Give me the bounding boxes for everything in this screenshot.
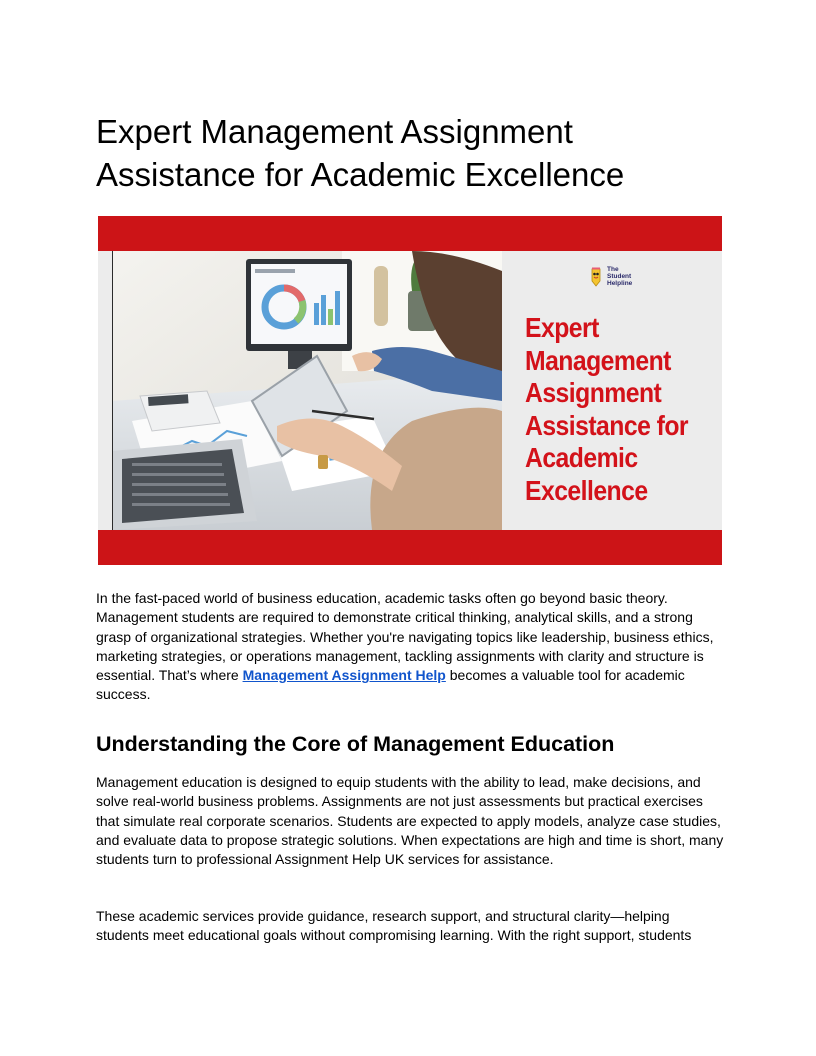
banner-bottom-band [98, 530, 722, 565]
intro-paragraph [96, 589, 726, 705]
office-photo [112, 251, 502, 530]
office-photo-illustration [112, 251, 502, 530]
banner-heading: Expert Management Assignment Assistance for Academic Excellence [525, 312, 689, 506]
core-education-paragraph: Management education is designed to equip students with the ability to lead, make decisions, and solve real-world business problems. Assignments are not just assessments but practical exercises that simulate real corporate scenarios. Students are expected to apply models, analyze case studies, and evaluate data to propose strategic solutions. When expectations are high and time is short, many students turn to professional Assignment Help UK services for assistance. [96, 774, 724, 868]
header-banner-image [98, 216, 722, 565]
services-paragraph: These academic services provide guidance, research support, and structural clarity—helping students meet educational goals without compromising learning. With the right support, students [96, 908, 692, 944]
management-assignment-help-link[interactable]: Management Assignment Help [242, 667, 446, 684]
intro-text-after-link: becomes a valuable tool for academic success. [96, 667, 685, 703]
pencil-mascot-icon [588, 267, 604, 287]
banner-top-band [98, 216, 722, 251]
logo-text: The Student Helpline [607, 266, 633, 287]
page-title: Expert Management Assignment Assistance for Academic Excellence [96, 113, 625, 193]
intro-text-before-link: In the fast-paced world of business education, academic tasks often go beyond basic theory. Management students are required to demonstrate critical thinking, analytical skills, and a strong grasp of organizational strategies. Whether you're navigating topics like leadership, business ethics, marketing strategies, or operations management, tackling assignments with clarity and structure is essential. That’s where [96, 590, 714, 684]
section-heading: Understanding the Core of Management Education [96, 732, 615, 756]
brand-logo [588, 266, 639, 287]
